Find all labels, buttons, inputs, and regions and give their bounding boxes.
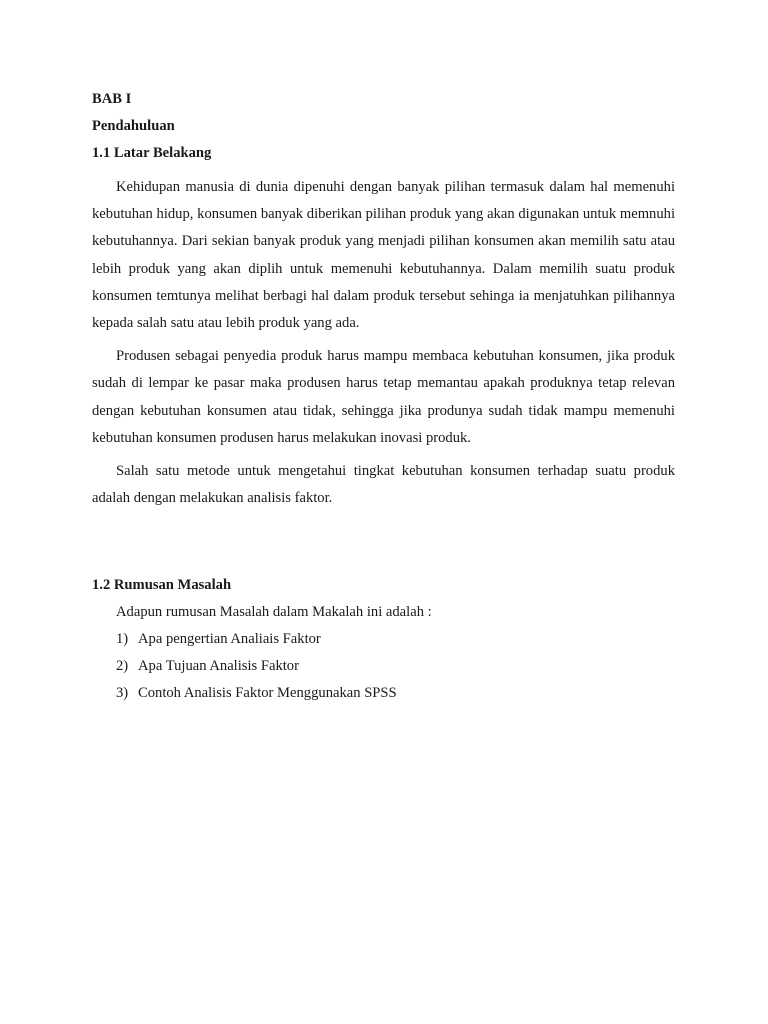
problem-list — [92, 626, 675, 707]
list-item-text: Apa pengertian Analiais Faktor — [138, 631, 321, 648]
chapter-label: BAB I — [92, 91, 132, 107]
document-body — [92, 86, 675, 707]
list-item — [116, 680, 675, 707]
list-item-text: Contoh Analisis Faktor Menggunakan SPSS — [138, 685, 397, 702]
list-item-number: 1) — [116, 631, 129, 648]
paragraph: Kehidupan manusia di dunia dipenuhi dengan banyak pilihan termasuk dalam hal memenuhi kebutuhan hidup, konsumen banyak diberikan pilihan produk yang akan digunakan untuk memnuhi kebutuhannya. Dari sekian banyak produk yang menjadi pilihan konsumen akan memilih satu atau lebih produk yang akan diplih untuk memenuhi kebutuhannya. Dalam memilih suatu produk konsumen temtunya melihat berbagi hal dalam produk tersebut sehinga ia menjatuhkan pilihannya kepada salah satu atau lebih produk yang ada. — [92, 179, 675, 332]
list-item — [116, 626, 675, 653]
chapter-title: Pendahuluan — [92, 118, 175, 134]
paragraph: Produsen sebagai penyedia produk harus mampu membaca kebutuhan konsumen, jika produk sudah di lempar ke pasar maka produsen harus tetap memantau apakah produknya tetap relevan dengan kebutuhan konsumen atau tidak, sehingga jika produnya sudah tidak mampu memenuhi kebutuhan konsumen produsen harus melakukan inovasi produk. — [92, 348, 675, 446]
list-item-text: Apa Tujuan Analisis Faktor — [138, 658, 299, 675]
list-item-number: 3) — [116, 685, 129, 702]
list-item-number: 2) — [116, 658, 129, 675]
list-item — [116, 653, 675, 680]
paragraph: Salah satu metode untuk mengetahui tingkat kebutuhan konsumen terhadap suatu produk adalah dengan melakukan analisis faktor. — [92, 463, 675, 507]
section-title-rumusan-masalah: 1.2 Rumusan Masalah — [92, 577, 232, 594]
list-intro: Adapun rumusan Masalah dalam Makalah ini adalah : — [116, 604, 432, 621]
section-title-latar-belakang: 1.1 Latar Belakang — [92, 145, 212, 161]
